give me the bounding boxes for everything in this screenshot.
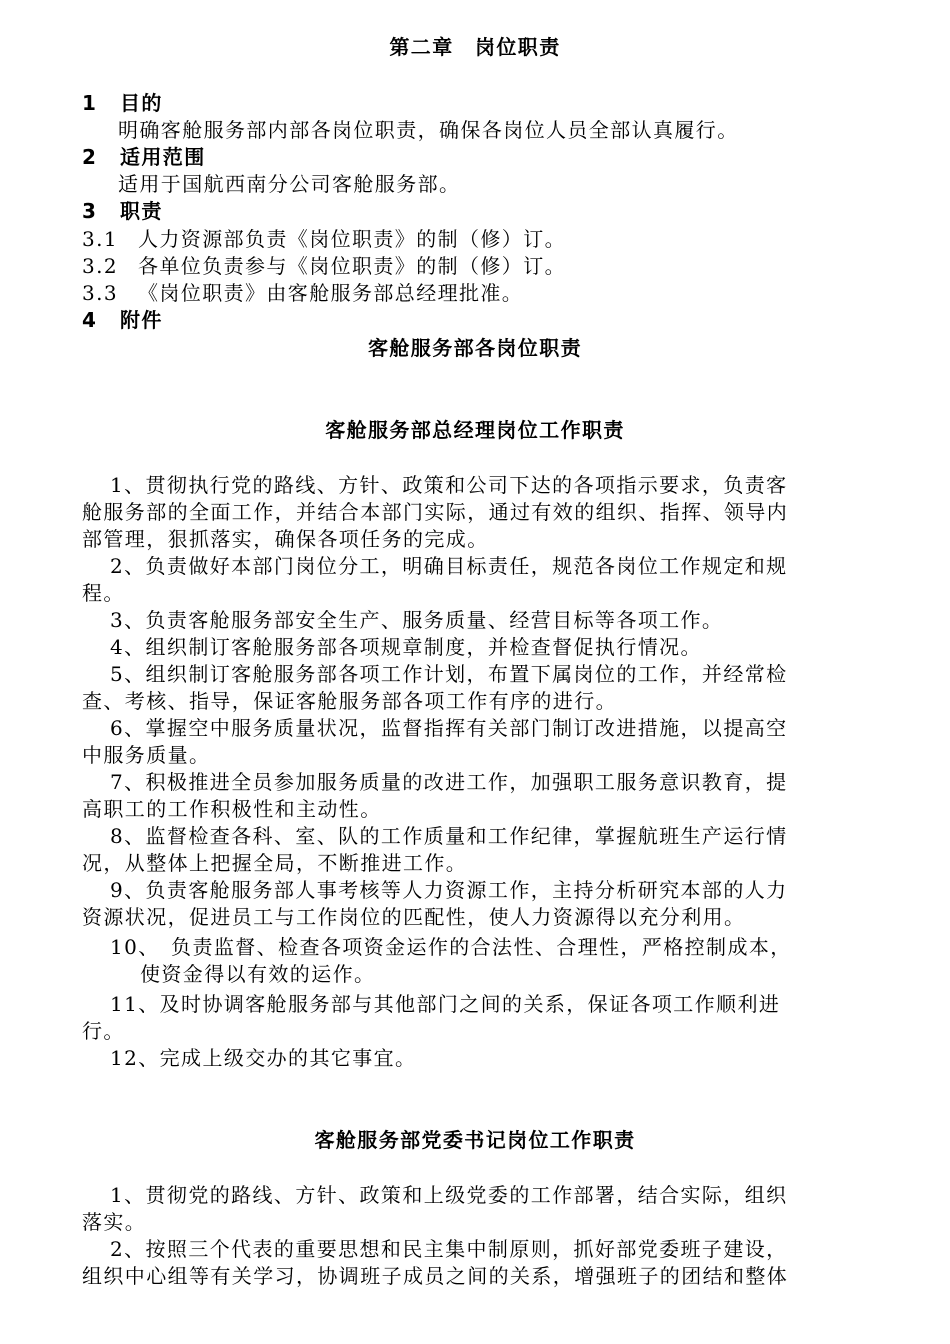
gm-duties-title: 客舱服务部总经理岗位工作职责: [325, 418, 625, 442]
annex-title: 客舱服务部各岗位职责: [368, 336, 582, 360]
gm-duty-line: 程。: [82, 581, 125, 605]
party-duty-line: 2、按照三个代表的重要思想和民主集中制原则，抓好部党委班子建设，: [110, 1237, 788, 1261]
section-1-heading: [82, 90, 163, 117]
section-title: 目的: [120, 91, 163, 115]
section-2-body: 适用于国航西南分公司客舱服务部。: [118, 172, 461, 196]
gm-duty-line: 3、负责客舱服务部安全生产、服务质量、经营目标等各项工作。: [110, 608, 724, 632]
section-3-item: [82, 253, 566, 280]
gm-duty-line: 中服务质量。: [82, 743, 211, 767]
gm-duty-line: 11、及时协调客舱服务部与其他部门之间的关系，保证各项工作顺利进: [110, 992, 781, 1016]
section-1-body: 明确客舱服务部内部各岗位职责，确保各岗位人员全部认真履行。: [118, 118, 739, 142]
gm-duty-line: 8、监督检查各科、室、队的工作质量和工作纪律，掌握航班生产运行情: [110, 824, 788, 848]
gm-duty-line: 12、完成上级交办的其它事宜。: [110, 1046, 417, 1070]
section-3-item: [82, 226, 566, 253]
gm-duty-line: 况，从整体上把握全局，不断推进工作。: [82, 851, 468, 875]
gm-duty-line: 5、组织制订客舱服务部各项工作计划，布置下属岗位的工作，并经常检: [110, 662, 788, 686]
section-number: 2: [82, 145, 98, 169]
section-4-heading: [82, 307, 163, 334]
section-number: 4: [82, 308, 98, 332]
gm-duty-line: 高职工的工作积极性和主动性。: [82, 797, 382, 821]
gm-duty-line: 使资金得以有效的运作。: [140, 962, 376, 986]
item-text: 人力资源部负责《岗位职责》的制（修）订。: [138, 227, 566, 251]
section-title: 职责: [120, 199, 163, 223]
gm-duty-line: 舱服务部的全面工作，并结合本部门实际，通过有效的组织、指挥、领导内: [82, 500, 789, 524]
item-text: 各单位负责参与《岗位职责》的制（修）订。: [138, 254, 566, 278]
gm-duty-line: 行。: [82, 1019, 125, 1043]
section-2-heading: [82, 144, 206, 171]
section-title: 附件: [120, 308, 163, 332]
gm-duty-line: 查、考核、指导，保证客舱服务部各项工作有序的进行。: [82, 689, 617, 713]
section-3-heading: [82, 198, 163, 225]
item-text: 《岗位职责》由客舱服务部总经理批准。: [138, 281, 524, 305]
gm-duty-line: 1、贯彻执行党的路线、方针、政策和公司下达的各项指示要求，负责客: [110, 473, 788, 497]
section-3-item: [82, 280, 523, 307]
party-duty-line: 1、贯彻党的路线、方针、政策和上级党委的工作部署，结合实际，组织: [110, 1183, 788, 1207]
chapter-title: 第二章 岗位职责: [389, 35, 561, 59]
section-title: 适用范围: [120, 145, 206, 169]
party-duty-line: 组织中心组等有关学习，协调班子成员之间的关系，增强班子的团结和整体: [82, 1264, 789, 1288]
gm-duty-line: 部管理，狠抓落实，确保各项任务的完成。: [82, 527, 489, 551]
gm-duty-line: 4、组织制订客舱服务部各项规章制度，并检查督促执行情况。: [110, 635, 702, 659]
party-secretary-duties-title: 客舱服务部党委书记岗位工作职责: [314, 1128, 636, 1152]
section-number: 3: [82, 199, 98, 223]
item-number: 3.1: [82, 227, 119, 251]
gm-duty-line: 9、负责客舱服务部人事考核等人力资源工作，主持分析研究本部的人力: [110, 878, 788, 902]
gm-duty-line: 10、 负责监督、检查各项资金运作的合法性、合理性，严格控制成本，: [110, 935, 792, 959]
gm-duty-line: 6、掌握空中服务质量状况，监督指挥有关部门制订改进措施，以提高空: [110, 716, 788, 740]
party-duty-line: 落实。: [82, 1210, 147, 1234]
gm-duty-line: 资源状况，促进员工与工作岗位的匹配性，使人力资源得以充分利用。: [82, 905, 746, 929]
item-number: 3.3: [82, 281, 119, 305]
item-number: 3.2: [82, 254, 119, 278]
gm-duty-line: 7、积极推进全员参加服务质量的改进工作，加强职工服务意识教育，提: [110, 770, 788, 794]
section-number: 1: [82, 91, 98, 115]
gm-duty-line: 2、负责做好本部门岗位分工，明确目标责任，规范各岗位工作规定和规: [110, 554, 788, 578]
